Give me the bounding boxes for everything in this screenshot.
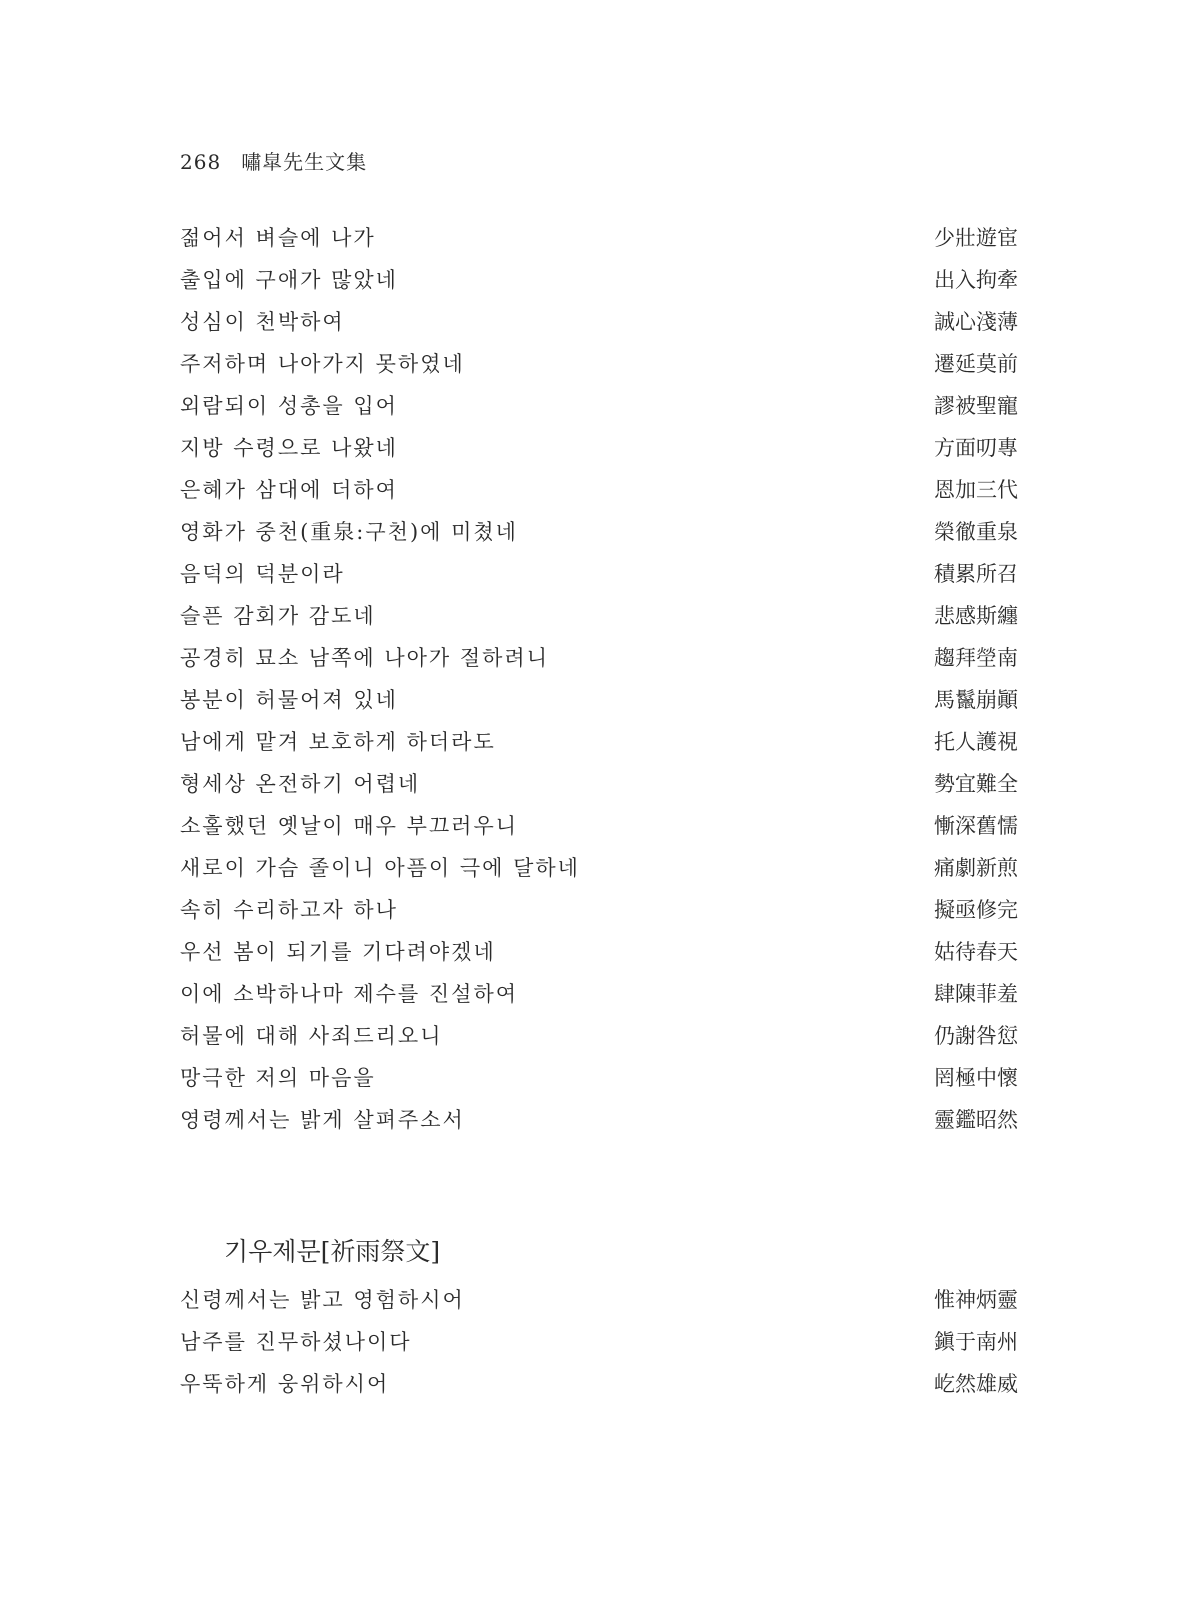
korean-translation: 소홀했던 옛날이 매우 부끄러우니 (180, 814, 519, 838)
korean-translation: 남에게 맡겨 보호하게 하더라도 (180, 730, 496, 754)
classical-chinese-original: 榮徹重泉 (934, 520, 1018, 544)
verse-line (180, 1368, 1018, 1410)
verse-line (180, 222, 1018, 264)
classical-chinese-original: 肆陳菲羞 (934, 982, 1018, 1006)
verse-line (180, 474, 1018, 516)
classical-chinese-original: 屹然雄威 (934, 1372, 1018, 1396)
classical-chinese-original: 趨拜塋南 (934, 646, 1018, 670)
korean-translation: 은혜가 삼대에 더하여 (180, 478, 398, 502)
korean-translation: 슬픈 감회가 감도네 (180, 604, 376, 628)
classical-chinese-original: 靈鑑昭然 (934, 1108, 1018, 1132)
korean-translation: 이에 소박하나마 제수를 진설하여 (180, 982, 519, 1006)
verse-line (180, 558, 1018, 600)
page-number: 268 (180, 150, 222, 174)
korean-translation: 출입에 구애가 많았네 (180, 268, 398, 292)
korean-translation: 우선 봄이 되기를 기다려야겠네 (180, 940, 496, 964)
classical-chinese-original: 誠心淺薄 (934, 310, 1018, 334)
korean-translation: 봉분이 허물어져 있네 (180, 688, 398, 712)
classical-chinese-original: 擬亟修完 (934, 898, 1018, 922)
verse-line (180, 936, 1018, 978)
classical-chinese-original: 方面叨專 (934, 436, 1018, 460)
classical-chinese-original: 慚深舊懦 (934, 814, 1018, 838)
classical-chinese-original: 勢宜難全 (934, 772, 1018, 796)
running-header (180, 146, 367, 175)
verse-line (180, 810, 1018, 852)
verse-line (180, 894, 1018, 936)
poem-section-1 (180, 222, 1018, 1146)
classical-chinese-original: 托人護視 (934, 730, 1018, 754)
verse-line (180, 390, 1018, 432)
verse-line (180, 684, 1018, 726)
verse-line (180, 726, 1018, 768)
verse-line (180, 516, 1018, 558)
classical-chinese-original: 出入拘牽 (934, 268, 1018, 292)
korean-translation: 망극한 저의 마음을 (180, 1066, 376, 1090)
verse-line (180, 600, 1018, 642)
poem-section-2 (180, 1284, 1018, 1410)
verse-line (180, 1284, 1018, 1326)
classical-chinese-original: 少壯遊宦 (934, 226, 1018, 250)
classical-chinese-original: 積累所召 (934, 562, 1018, 586)
section-title: 기우제문[祈雨祭文] (224, 1237, 441, 1266)
korean-translation: 신령께서는 밝고 영험하시어 (180, 1288, 465, 1312)
book-title: 嘯皐先生文集 (241, 150, 368, 174)
korean-translation: 속히 수리하고자 하나 (180, 898, 398, 922)
verse-line (180, 978, 1018, 1020)
verse-line (180, 306, 1018, 348)
classical-chinese-original: 鎭于南州 (934, 1330, 1018, 1354)
verse-line (180, 1020, 1018, 1062)
verse-line (180, 768, 1018, 810)
korean-translation: 영화가 중천(重泉:구천)에 미쳤네 (180, 520, 518, 544)
classical-chinese-original: 罔極中懷 (934, 1066, 1018, 1090)
korean-translation: 음덕의 덕분이라 (180, 562, 345, 586)
classical-chinese-original: 仍謝咎愆 (934, 1024, 1018, 1048)
classical-chinese-original: 恩加三代 (934, 478, 1018, 502)
korean-translation: 주저하며 나아가지 못하였네 (180, 352, 465, 376)
verse-line (180, 852, 1018, 894)
verse-line (180, 1062, 1018, 1104)
korean-translation: 새로이 가슴 졸이니 아픔이 극에 달하네 (180, 856, 580, 880)
korean-translation: 성심이 천박하여 (180, 310, 345, 334)
classical-chinese-original: 痛劇新煎 (934, 856, 1018, 880)
verse-line (180, 264, 1018, 306)
verse-line (180, 348, 1018, 390)
korean-translation: 허물에 대해 사죄드리오니 (180, 1024, 443, 1048)
verse-line (180, 432, 1018, 474)
classical-chinese-original: 謬被聖寵 (934, 394, 1018, 418)
korean-translation: 공경히 묘소 남쪽에 나아가 절하려니 (180, 646, 549, 670)
korean-translation: 형세상 온전하기 어렵네 (180, 772, 421, 796)
korean-translation: 지방 수령으로 나왔네 (180, 436, 398, 460)
korean-translation: 외람되이 성총을 입어 (180, 394, 398, 418)
classical-chinese-original: 馬鬣崩顚 (934, 688, 1018, 712)
verse-line (180, 642, 1018, 684)
classical-chinese-original: 惟神炳靈 (934, 1288, 1018, 1312)
classical-chinese-original: 遷延莫前 (934, 352, 1018, 376)
verse-line (180, 1104, 1018, 1146)
verse-line (180, 1326, 1018, 1368)
korean-translation: 젊어서 벼슬에 나가 (180, 226, 376, 250)
classical-chinese-original: 姑待春天 (934, 940, 1018, 964)
korean-translation: 우뚝하게 웅위하시어 (180, 1372, 390, 1396)
classical-chinese-original: 悲感斯纏 (934, 604, 1018, 628)
korean-translation: 영령께서는 밝게 살펴주소서 (180, 1108, 465, 1132)
korean-translation: 남주를 진무하셨나이다 (180, 1330, 412, 1354)
